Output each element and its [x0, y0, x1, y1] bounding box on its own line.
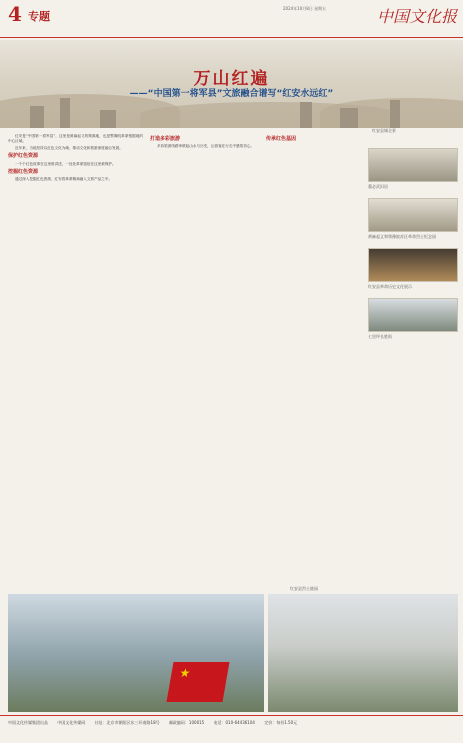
hero-caption: 红安县城全景 [372, 128, 396, 133]
article-subtitle: ——“中国第一将军县”文旅融合谱写“红安水远红” [129, 89, 334, 99]
photo-caption: 七里坪长胜街 [368, 334, 392, 339]
paragraph: 通过深入挖掘红色资源，红安将革命精神融入文旅产品之中。 [15, 177, 113, 182]
footer-item: 中国文化传媒集团出品 [8, 720, 48, 725]
article-title: 万山红遍 [193, 69, 270, 89]
photo [368, 248, 458, 282]
bottom-photo [8, 594, 264, 712]
footer-item: 电话：010-64436104 [213, 720, 255, 725]
footer-item: 中国文化传媒网 [57, 720, 86, 725]
section-label: 专题 [28, 10, 50, 23]
masthead-logo: 中国文化报 [376, 7, 457, 26]
section-heading: 传承红色基因 [266, 136, 297, 142]
star-icon: ★ [178, 666, 192, 680]
article-column-1 [8, 134, 143, 589]
photo-caption: 黄麻起义和鄂豫皖苏区革命烈士纪念园 [368, 234, 436, 239]
article-column-3 [266, 134, 362, 324]
page-footer [0, 715, 463, 743]
date-line: 2024年10月8日 星期五 [283, 6, 327, 11]
section-heading: 保护红色资源 [8, 153, 39, 160]
party-flag [166, 662, 229, 702]
photo [368, 198, 458, 232]
page-number: 4 [8, 2, 22, 26]
paragraph: 近年来，当地坚持以红色文化为魂，推动文化和旅游深度融合发展。 [15, 145, 123, 150]
page-header [0, 0, 463, 38]
photo-sidebar [368, 148, 458, 340]
paragraph: 一个个红色故事在这里被讲述，一处处革命遗址在这里被保护。 [15, 161, 116, 166]
photo-caption: 红安县革命历史文化展示 [368, 284, 412, 289]
photo-caption: 董必武旧居 [368, 184, 388, 189]
monument-photo [268, 594, 458, 712]
section-heading: 打造多彩旅游 [150, 136, 181, 142]
bottom-caption: 红安县烈士陵园 [290, 586, 318, 591]
footer-item: 邮政编码：100015 [168, 720, 205, 725]
footer-item: 定价：每份1.50元 [264, 720, 298, 725]
paragraph: 多彩旅游线路串联起山水与历史，让游客在行走中感悟初心。 [157, 144, 255, 149]
photo [368, 148, 458, 182]
footer-item: 社址：北京市朝阳区东三环南路18号 [94, 720, 160, 725]
photo [368, 298, 458, 332]
paragraph: 红安是“中国第一将军县”，这里是黄麻起义的策源地，也是鄂豫皖革命根据地的中心区域。 [8, 134, 143, 144]
section-heading: 挖掘红色资源 [8, 169, 39, 176]
